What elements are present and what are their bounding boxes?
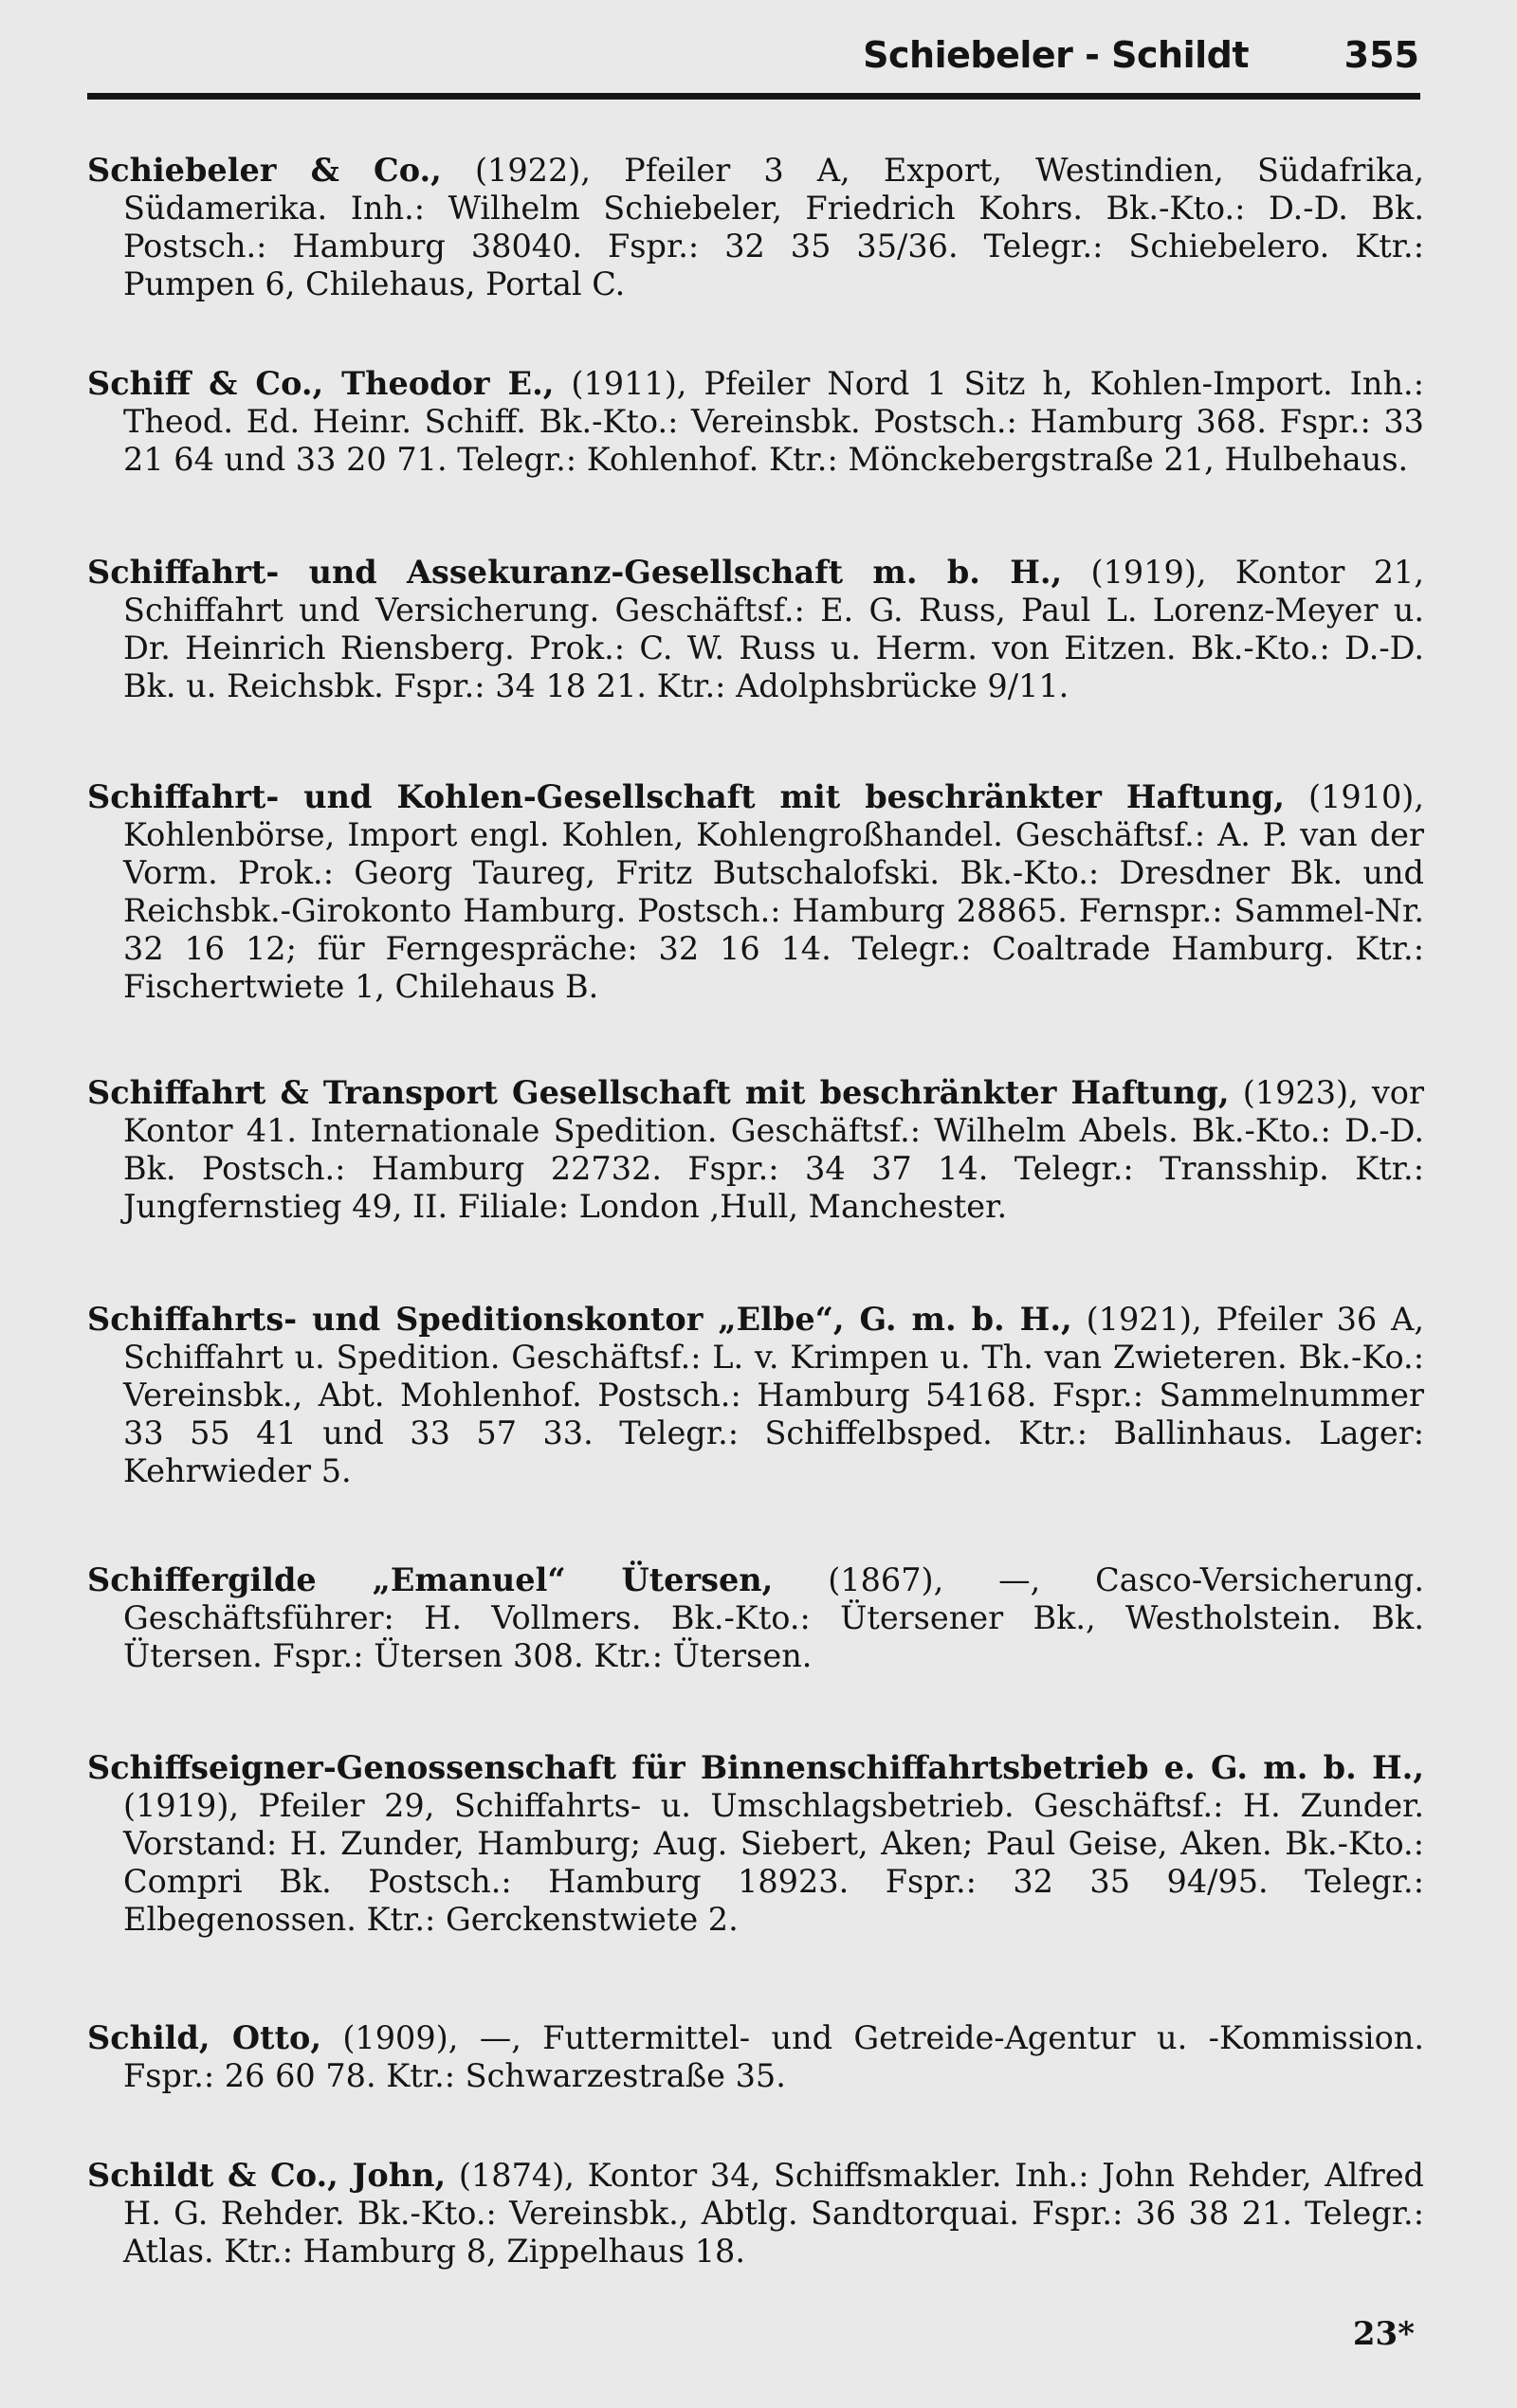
- entry-name: Schildt & Co., John,: [87, 2157, 447, 2194]
- entry-text: (1923), vor Kontor 41. Internationale Spedition. Geschäftsf.: Wilhelm Abels. Bk.-Kto.: D.-D. Bk. Postsch.: Hamburg 22732. Fspr.: 34 37 14. Telegr.: Transship. Ktr.: Jungfernstieg 49, II. Filiale: London ,Hull, Manchester.: [123, 1074, 1424, 1225]
- list-item: [87, 152, 1424, 303]
- header-rule: [87, 93, 1420, 100]
- entry-name: Schiffahrts- und Speditionskontor „Elbe“, G. m. b. H.,: [87, 1301, 1072, 1338]
- entry-text: (1867), —, Casco-Versicherung. Geschäftsführer: H. Vollmers. Bk.-Kto.: Ütersener Bk., Westholstein. Bk. Ütersen. Fspr.: Ütersen 308. Ktr.: Ütersen.: [123, 1561, 1424, 1674]
- entry-text: (1874), Kontor 34, Schiffsmakler. Inh.: John Rehder, Alfred H. G. Rehder. Bk.-Kto.: Vereinsbk., Abtlg. Sandtorquai. Fspr.: 36 38 21. Telegr.: Atlas. Ktr.: Hamburg 8, Zippelhaus 18.: [123, 2157, 1424, 2270]
- entry-name: Schiffseigner-Genossenschaft für Binnenschiffahrtsbetrieb e. G. m. b. H.,: [87, 1749, 1424, 1786]
- entry-text: (1910), Kohlenbörse, Import engl. Kohlen, Kohlengroßhandel. Geschäftsf.: A. P. van der Vorm. Prok.: Georg Taureg, Fritz Butschalofski. Bk.-Kto.: Dresdner Bk. und Reichsbk.-Girokonto Hamburg. Postsch.: Hamburg 28865. Fernspr.: Sammel-Nr. 32 16 12; für Ferngespräche: 32 16 14. Telegr.: Coaltrade Hamburg. Ktr.: Fischertwiete 1, Chilehaus B.: [123, 778, 1424, 1005]
- list-item: [87, 365, 1424, 479]
- entry-name: Schiff & Co., Theodor E.,: [87, 365, 555, 402]
- signature-mark: 23*: [1352, 2315, 1415, 2353]
- entry-name: Schiebeler & Co.,: [87, 152, 442, 189]
- entry-text: (1919), Pfeiler 29, Schiffahrts- u. Umschlagsbetrieb. Geschäftsf.: H. Zunder. Vorstand: H. Zunder, Hamburg; Aug. Siebert, Aken; Paul Geise, Aken. Bk.-Kto.: Compri Bk. Postsch.: Hamburg 18923. Fspr.: 32 35 94/95. Telegr.: Elbegenossen. Ktr.: Gerckenstwiete 2.: [123, 1787, 1424, 1938]
- list-item: [87, 1561, 1424, 1675]
- entry-name: Schiffahrt- und Assekuranz-Gesellschaft m. b. H.,: [87, 554, 1063, 591]
- list-item: [87, 1301, 1424, 1490]
- running-head-title: Schiebeler - Schildt: [863, 34, 1249, 76]
- entry-name: Schiffahrt & Transport Gesellschaft mit beschränkter Haftung,: [87, 1074, 1230, 1111]
- list-item: [87, 1074, 1424, 1226]
- list-item: [87, 2157, 1424, 2271]
- entry-name: Schiffahrt- und Kohlen-Gesellschaft mit beschränkter Haftung,: [87, 778, 1285, 815]
- entry-name: Schild, Otto,: [87, 2019, 321, 2056]
- entry-text: (1919), Kontor 21, Schiffahrt und Versicherung. Geschäftsf.: E. G. Russ, Paul L. Lorenz-Meyer u. Dr. Heinrich Riensberg. Prok.: C. W. Russ u. Herm. von Eitzen. Bk.-Kto.: D.-D. Bk. u. Reichsbk. Fspr.: 34 18 21. Ktr.: Adolphsbrücke 9/11.: [123, 554, 1425, 704]
- entry-text: (1909), —, Futtermittel- und Getreide-Agentur u. -Kommission. Fspr.: 26 60 78. Ktr.: Schwarzestraße 35.: [123, 2019, 1424, 2094]
- entry-name: Schiffergilde „Emanuel“ Ütersen,: [87, 1561, 774, 1598]
- page-number: 355: [1343, 34, 1419, 76]
- entry-text: (1911), Pfeiler Nord 1 Sitz h, Kohlen-Import. Inh.: Theod. Ed. Heinr. Schiff. Bk.-Kto.: Vereinsbk. Postsch.: Hamburg 368. Fspr.: 33 21 64 und 33 20 71. Telegr.: Kohlenhof. Ktr.: Mönckebergstraße 21, Hulbehaus.: [123, 365, 1424, 478]
- running-head: [90, 34, 1419, 91]
- entry-text: (1921), Pfeiler 36 A, Schiffahrt u. Spedition. Geschäftsf.: L. v. Krimpen u. Th. van Zwieteren. Bk.-Ko.: Vereinsbk., Abt. Mohlenhof. Postsch.: Hamburg 54168. Fspr.: Sammelnummer 33 55 41 und 33 57 33. Telegr.: Schiffelbsped. Ktr.: Ballinhaus. Lager: Kehrwieder 5.: [123, 1301, 1424, 1489]
- list-item: [87, 778, 1424, 1006]
- list-item: [87, 554, 1424, 705]
- list-item: [87, 2019, 1424, 2095]
- list-item: [87, 1749, 1424, 1939]
- entry-list: [87, 152, 1424, 2271]
- entry-text: (1922), Pfeiler 3 A, Export, Westindien, Südafrika, Südamerika. Inh.: Wilhelm Schiebeler, Friedrich Kohrs. Bk.-Kto.: D.-D. Bk. Postsch.: Hamburg 38040. Fspr.: 32 35 35/36. Telegr.: Schiebelero. Ktr.: Pumpen 6, Chilehaus, Portal C.: [123, 152, 1424, 302]
